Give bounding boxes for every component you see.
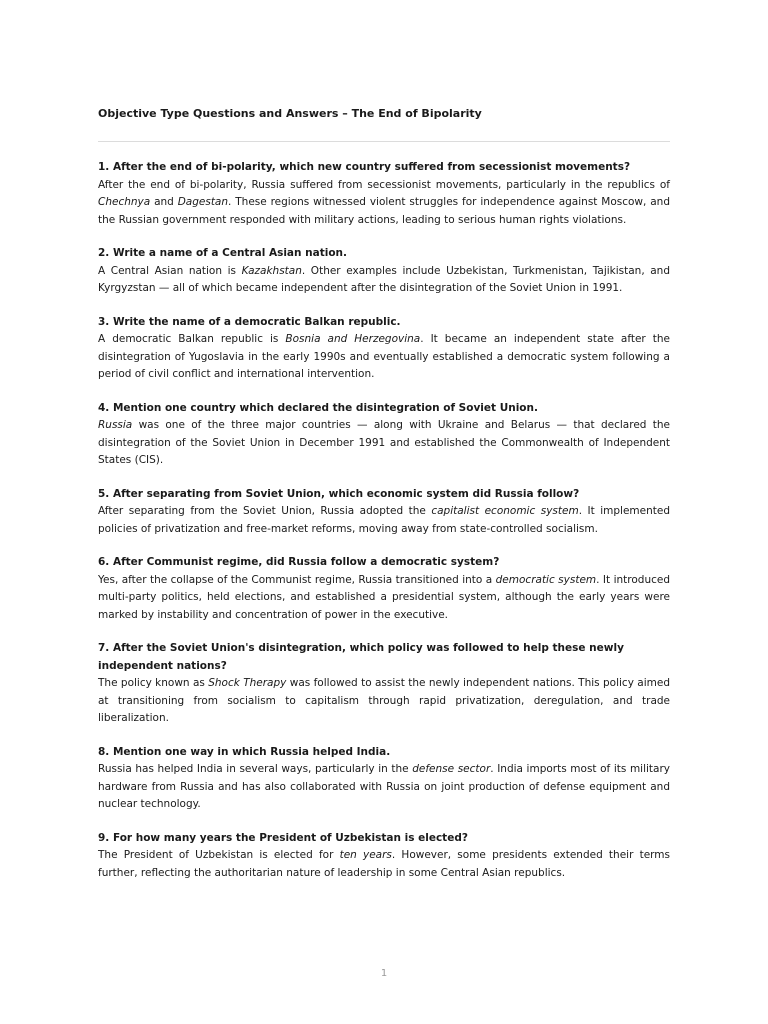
qa-item [98,245,670,298]
qa-item [98,640,670,728]
qa-item [98,830,670,883]
answer-segment: . These regions witnessed violent struggles for independence against Moscow, and the Russian government responded with military actions, leading to serious human rights violations. [98,196,670,226]
qa-list [98,159,670,882]
answer-emphasis: democratic system [495,573,597,586]
question-text: 7. After the Soviet Union's disintegration, which policy was followed to help these newly independent nations? [98,642,624,672]
answer-segment: After separating from the Soviet Union, Russia adopted the [98,505,432,517]
answer-emphasis: ten years [339,849,392,861]
answer-segment: . It implemented policies of privatization and free-market reforms, moving away from state-controlled socialism. [98,505,670,535]
answer-segment: After the end of bi-polarity, Russia suffered from secessionist movements, particularly in the republics of [98,178,670,191]
document-page [98,103,670,898]
answer-segment: The policy known as [98,677,209,689]
page-number: 1 [380,968,388,979]
question-text: 1. After the end of bi-polarity, which new country suffered from secessionist movements? [98,161,631,173]
qa-item [98,400,670,470]
answer-text [98,847,670,882]
answer-emphasis: defense sector [412,763,491,775]
answer-text [98,675,670,728]
answer-emphasis: capitalist economic system [431,505,579,517]
question-text: 2. Write a name of a Central Asian nation. [98,247,348,259]
qa-item [98,159,670,229]
answer-segment: . Other examples include Uzbekistan, Turkmenistan, Tajikistan, and Kyrgyzstan — all of which became independent after the disintegration of the Soviet Union in 1991. [98,264,670,294]
answer-segment: was one of the three major countries — along with Ukraine and Belarus — that declared the disintegration of the Soviet Union in December 1991 and established the Commonwealth of Independent States (CIS). [98,419,670,466]
qa-item [98,744,670,814]
question-text: 8. Mention one way in which Russia helped India. [98,745,391,758]
answer-emphasis: Russia [98,419,133,431]
document-title: Objective Type Questions and Answers – The End of Bipolarity [98,107,482,120]
answer-text [98,761,670,814]
answer-segment: . It introduced multi-party politics, held elections, and established a presidential system, although the early years were marked by instability and concentration of power in the executive. [98,573,670,621]
answer-segment: . However, some presidents extended their terms further, reflecting the authoritarian nature of leadership in some Central Asian republics. [98,849,670,879]
answer-segment: . India imports most of its military hardware from Russia and has also collaborated with Russia on joint production of defense equipment and nuclear technology. [98,763,671,810]
answer-segment: was followed to assist the newly independent nations. This policy aimed at transitioning from socialism to capitalism through rapid privatization, deregulation, and trade liberalization. [98,677,670,724]
title-divider [98,141,670,142]
answer-segment: and [150,196,178,208]
answer-segment: A Central Asian nation is [98,264,242,277]
answer-text [98,331,670,384]
qa-item [98,486,670,539]
qa-item [98,554,670,624]
answer-text [98,417,670,470]
answer-segment: A democratic Balkan republic is [98,333,286,345]
qa-item [98,314,670,384]
answer-segment: The President of Uzbekistan is elected for [98,849,340,861]
answer-segment: . It became an independent state after the disintegration of Yugoslavia in the early 1990s and eventually established a democratic system following a period of civil conflict and international intervention. [98,333,670,380]
question-text: 9. For how many years the President of Uzbekistan is elected? [98,831,468,844]
answer-text [98,263,670,298]
answer-emphasis: Bosnia and Herzegovina [285,333,421,345]
answer-emphasis: Chechnya [98,196,151,208]
question-text: 3. Write the name of a democratic Balkan republic. [98,315,401,328]
question-text: 5. After separating from Soviet Union, which economic system did Russia follow? [98,487,580,500]
answer-emphasis: Dagestan [177,196,229,208]
answer-text [98,572,670,625]
answer-segment: Yes, after the collapse of the Communist regime, Russia transitioned into a [98,573,496,586]
answer-text [98,503,670,538]
answer-emphasis: Shock Therapy [208,677,287,689]
answer-segment: Russia has helped India in several ways, particularly in the [98,763,413,775]
question-text: 4. Mention one country which declared the disintegration of Soviet Union. [98,401,538,414]
answer-text [98,177,670,230]
question-text: 6. After Communist regime, did Russia follow a democratic system? [98,556,500,568]
answer-emphasis: Kazakhstan [241,264,302,277]
